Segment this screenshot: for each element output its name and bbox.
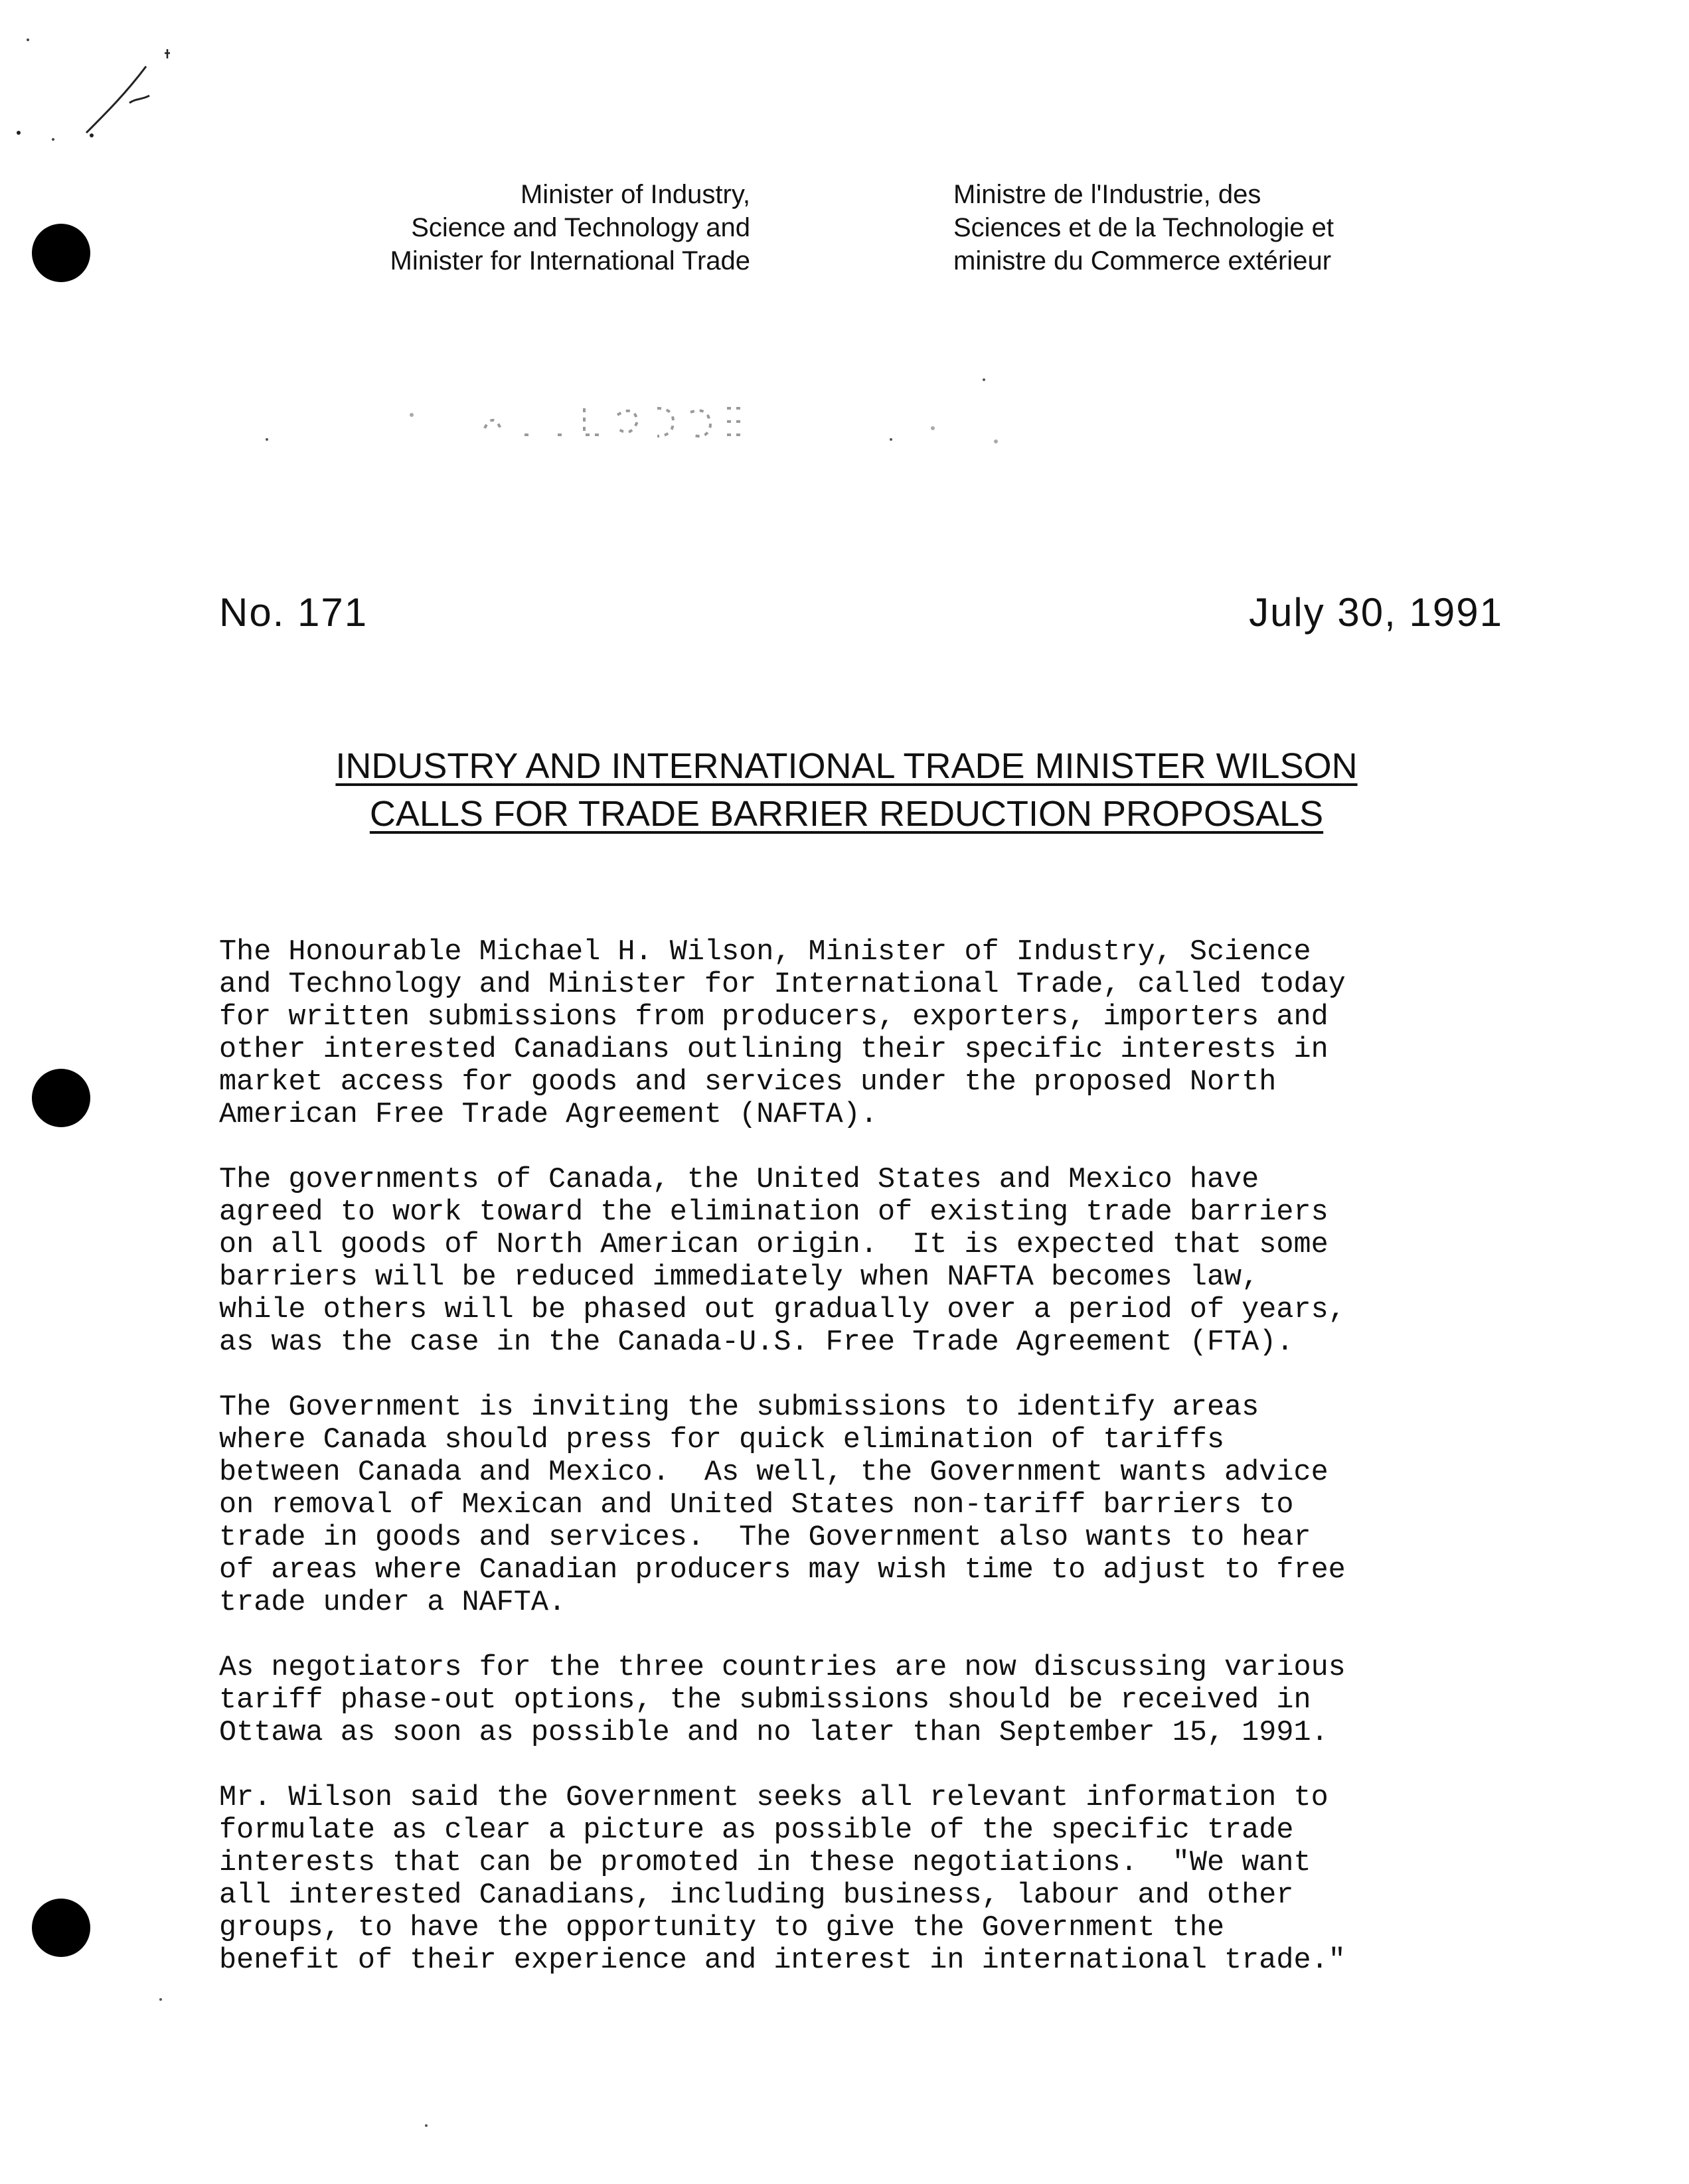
body-line: trade under a NAFTA. (219, 1587, 566, 1619)
body-line: benefit of their experience and interest in international trade." (219, 1944, 1346, 1977)
scan-speck (159, 1998, 162, 2001)
header-english-line: Minister for International Trade (390, 246, 750, 275)
body-line: The Government is inviting the submissions to identify areas (219, 1391, 1259, 1424)
body-line: Ottawa as soon as possible and no later than September 15, 1991. (219, 1717, 1328, 1749)
scan-speck (425, 2124, 428, 2127)
ministry-header-french (953, 178, 1458, 277)
body-line: As negotiators for the three countries are now discussing various (219, 1652, 1346, 1684)
punch-hole-bottom (32, 1899, 90, 1957)
press-release-body (219, 936, 1534, 2009)
body-line: where Canada should press for quick elimination of tariffs (219, 1424, 1225, 1456)
body-line: of areas where Canadian producers may wish time to adjust to free (219, 1554, 1346, 1587)
body-paragraph-1 (219, 936, 1534, 1131)
body-line: agreed to work toward the elimination of existing trade barriers (219, 1196, 1328, 1229)
body-paragraph-3 (219, 1391, 1534, 1619)
faded-stamp-mark (392, 388, 1029, 455)
body-line: The Honourable Michael H. Wilson, Minister of Industry, Science (219, 936, 1311, 969)
body-line: formulate as clear a picture as possible of the specific trade (219, 1814, 1294, 1847)
body-line: on all goods of North American origin. It is expected that some (219, 1229, 1328, 1261)
body-line: and Technology and Minister for International Trade, called today (219, 969, 1346, 1001)
body-line: tariff phase-out options, the submissions should be received in (219, 1684, 1311, 1717)
body-line: Mr. Wilson said the Government seeks all relevant information to (219, 1782, 1328, 1814)
body-line: between Canada and Mexico. As well, the Government wants advice (219, 1456, 1328, 1489)
body-line: market access for goods and services under the proposed North (219, 1066, 1277, 1099)
pen-scribble-mark (13, 13, 186, 146)
punch-hole-top (32, 224, 90, 282)
body-line: for written submissions from producers, exporters, importers and (219, 1001, 1328, 1034)
body-line: The governments of Canada, the United States and Mexico have (219, 1164, 1259, 1196)
headline-line: INDUSTRY AND INTERNATIONAL TRADE MINISTER WILSON (335, 746, 1358, 786)
release-number: No. 171 (219, 590, 368, 635)
punch-hole-middle (32, 1069, 90, 1127)
body-line: as was the case in the Canada-U.S. Free Trade Agreement (FTA). (219, 1326, 1294, 1359)
body-line: all interested Canadians, including business, labour and other (219, 1879, 1294, 1912)
ministry-header-english (285, 178, 750, 277)
header-english-line: Minister of Industry, (520, 180, 750, 209)
press-release-headline (166, 742, 1527, 838)
body-line: trade in goods and services. The Government also wants to hear (219, 1521, 1311, 1554)
body-line: groups, to have the opportunity to give the Government the (219, 1912, 1225, 1944)
header-french-line: Ministre de l'Industrie, des (953, 180, 1261, 209)
scan-speck (983, 378, 985, 381)
body-line: barriers will be reduced immediately when NAFTA becomes law, (219, 1261, 1259, 1294)
body-paragraph-5 (219, 1782, 1534, 1977)
body-line: on removal of Mexican and United States non-tariff barriers to (219, 1489, 1294, 1521)
headline-line: CALLS FOR TRADE BARRIER REDUCTION PROPOSALS (369, 794, 1324, 834)
body-line: other interested Canadians outlining their specific interests in (219, 1034, 1328, 1066)
header-french-line: ministre du Commerce extérieur (953, 246, 1332, 275)
body-paragraph-2 (219, 1164, 1534, 1359)
release-date: July 30, 1991 (1249, 590, 1503, 635)
body-line: interests that can be promoted in these negotiations. "We want (219, 1847, 1311, 1879)
header-french-line: Sciences et de la Technologie et (953, 213, 1334, 242)
scan-speck (266, 438, 268, 441)
body-line: while others will be phased out gradually over a period of years, (219, 1294, 1346, 1326)
header-english-line: Science and Technology and (411, 213, 750, 242)
body-line: American Free Trade Agreement (NAFTA). (219, 1099, 878, 1131)
scan-speck (890, 438, 892, 441)
body-paragraph-4 (219, 1652, 1534, 1749)
